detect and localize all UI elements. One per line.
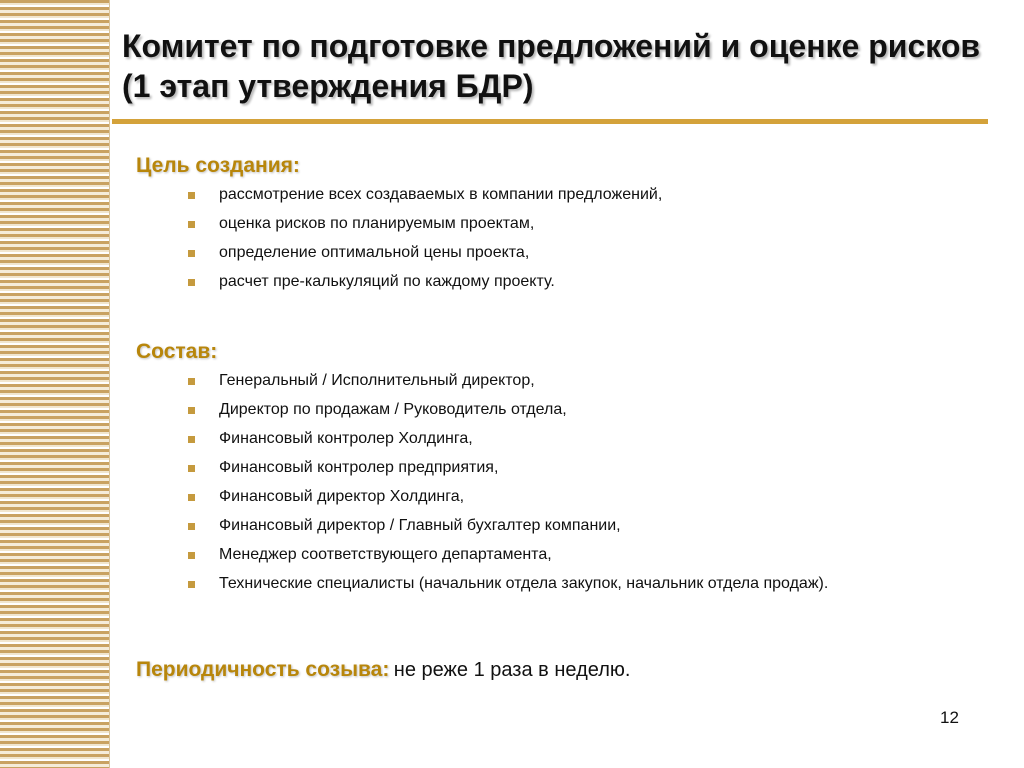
- list-item: [186, 272, 954, 292]
- list-item-text: Финансовый контролер предприятия,: [219, 459, 499, 476]
- list-item: [186, 516, 954, 536]
- square-bullet-icon: [188, 279, 195, 286]
- goal-list: [186, 185, 954, 301]
- list-item: [186, 429, 954, 449]
- square-bullet-icon: [188, 581, 195, 588]
- list-item: [186, 400, 954, 420]
- periodicity-label: Периодичность созыва:: [136, 658, 390, 681]
- title-divider: [112, 119, 988, 124]
- composition-list: [186, 371, 954, 603]
- list-item-text: Директор по продажам / Руководитель отдела,: [219, 401, 567, 418]
- periodicity-value: не реже 1 раза в неделю.: [393, 659, 631, 681]
- square-bullet-icon: [188, 378, 195, 385]
- list-item: [186, 185, 954, 205]
- square-bullet-icon: [188, 465, 195, 472]
- list-item-text: Финансовый директор / Главный бухгалтер компании,: [219, 517, 621, 534]
- list-item-text: расчет пре-калькуляций по каждому проекту.: [219, 273, 555, 290]
- square-bullet-icon: [188, 250, 195, 257]
- composition-heading: Состав:: [136, 340, 218, 363]
- list-item: [186, 371, 954, 391]
- square-bullet-icon: [188, 192, 195, 199]
- page-number: 12: [940, 708, 959, 727]
- list-item-text: рассмотрение всех создаваемых в компании предложений,: [219, 186, 663, 203]
- square-bullet-icon: [188, 523, 195, 530]
- square-bullet-icon: [188, 494, 195, 501]
- list-item-text: Генеральный / Исполнительный директор,: [219, 372, 535, 389]
- list-item: [186, 243, 954, 263]
- list-item: [186, 574, 954, 594]
- list-item-text: Технические специалисты (начальник отдела закупок, начальник отдела продаж).: [219, 575, 829, 592]
- list-item-text: Менеджер соответствующего департамента,: [219, 546, 552, 563]
- goal-heading: Цель создания:: [136, 154, 300, 177]
- square-bullet-icon: [188, 436, 195, 443]
- periodicity-line: [136, 656, 630, 686]
- list-item: [186, 545, 954, 565]
- square-bullet-icon: [188, 407, 195, 414]
- decorative-stripes: [0, 0, 110, 768]
- list-item-text: оценка рисков по планируемым проектам,: [219, 215, 535, 232]
- list-item-text: Финансовый директор Холдинга,: [219, 488, 465, 505]
- slide-title: Комитет по подготовке предложений и оценке рисков (1 этап утверждения БДР): [122, 28, 981, 104]
- list-item: [186, 487, 954, 507]
- list-item: [186, 458, 954, 478]
- square-bullet-icon: [188, 552, 195, 559]
- list-item: [186, 214, 954, 234]
- list-item-text: Финансовый контролер Холдинга,: [219, 430, 473, 447]
- list-item-text: определение оптимальной цены проекта,: [219, 244, 530, 261]
- square-bullet-icon: [188, 221, 195, 228]
